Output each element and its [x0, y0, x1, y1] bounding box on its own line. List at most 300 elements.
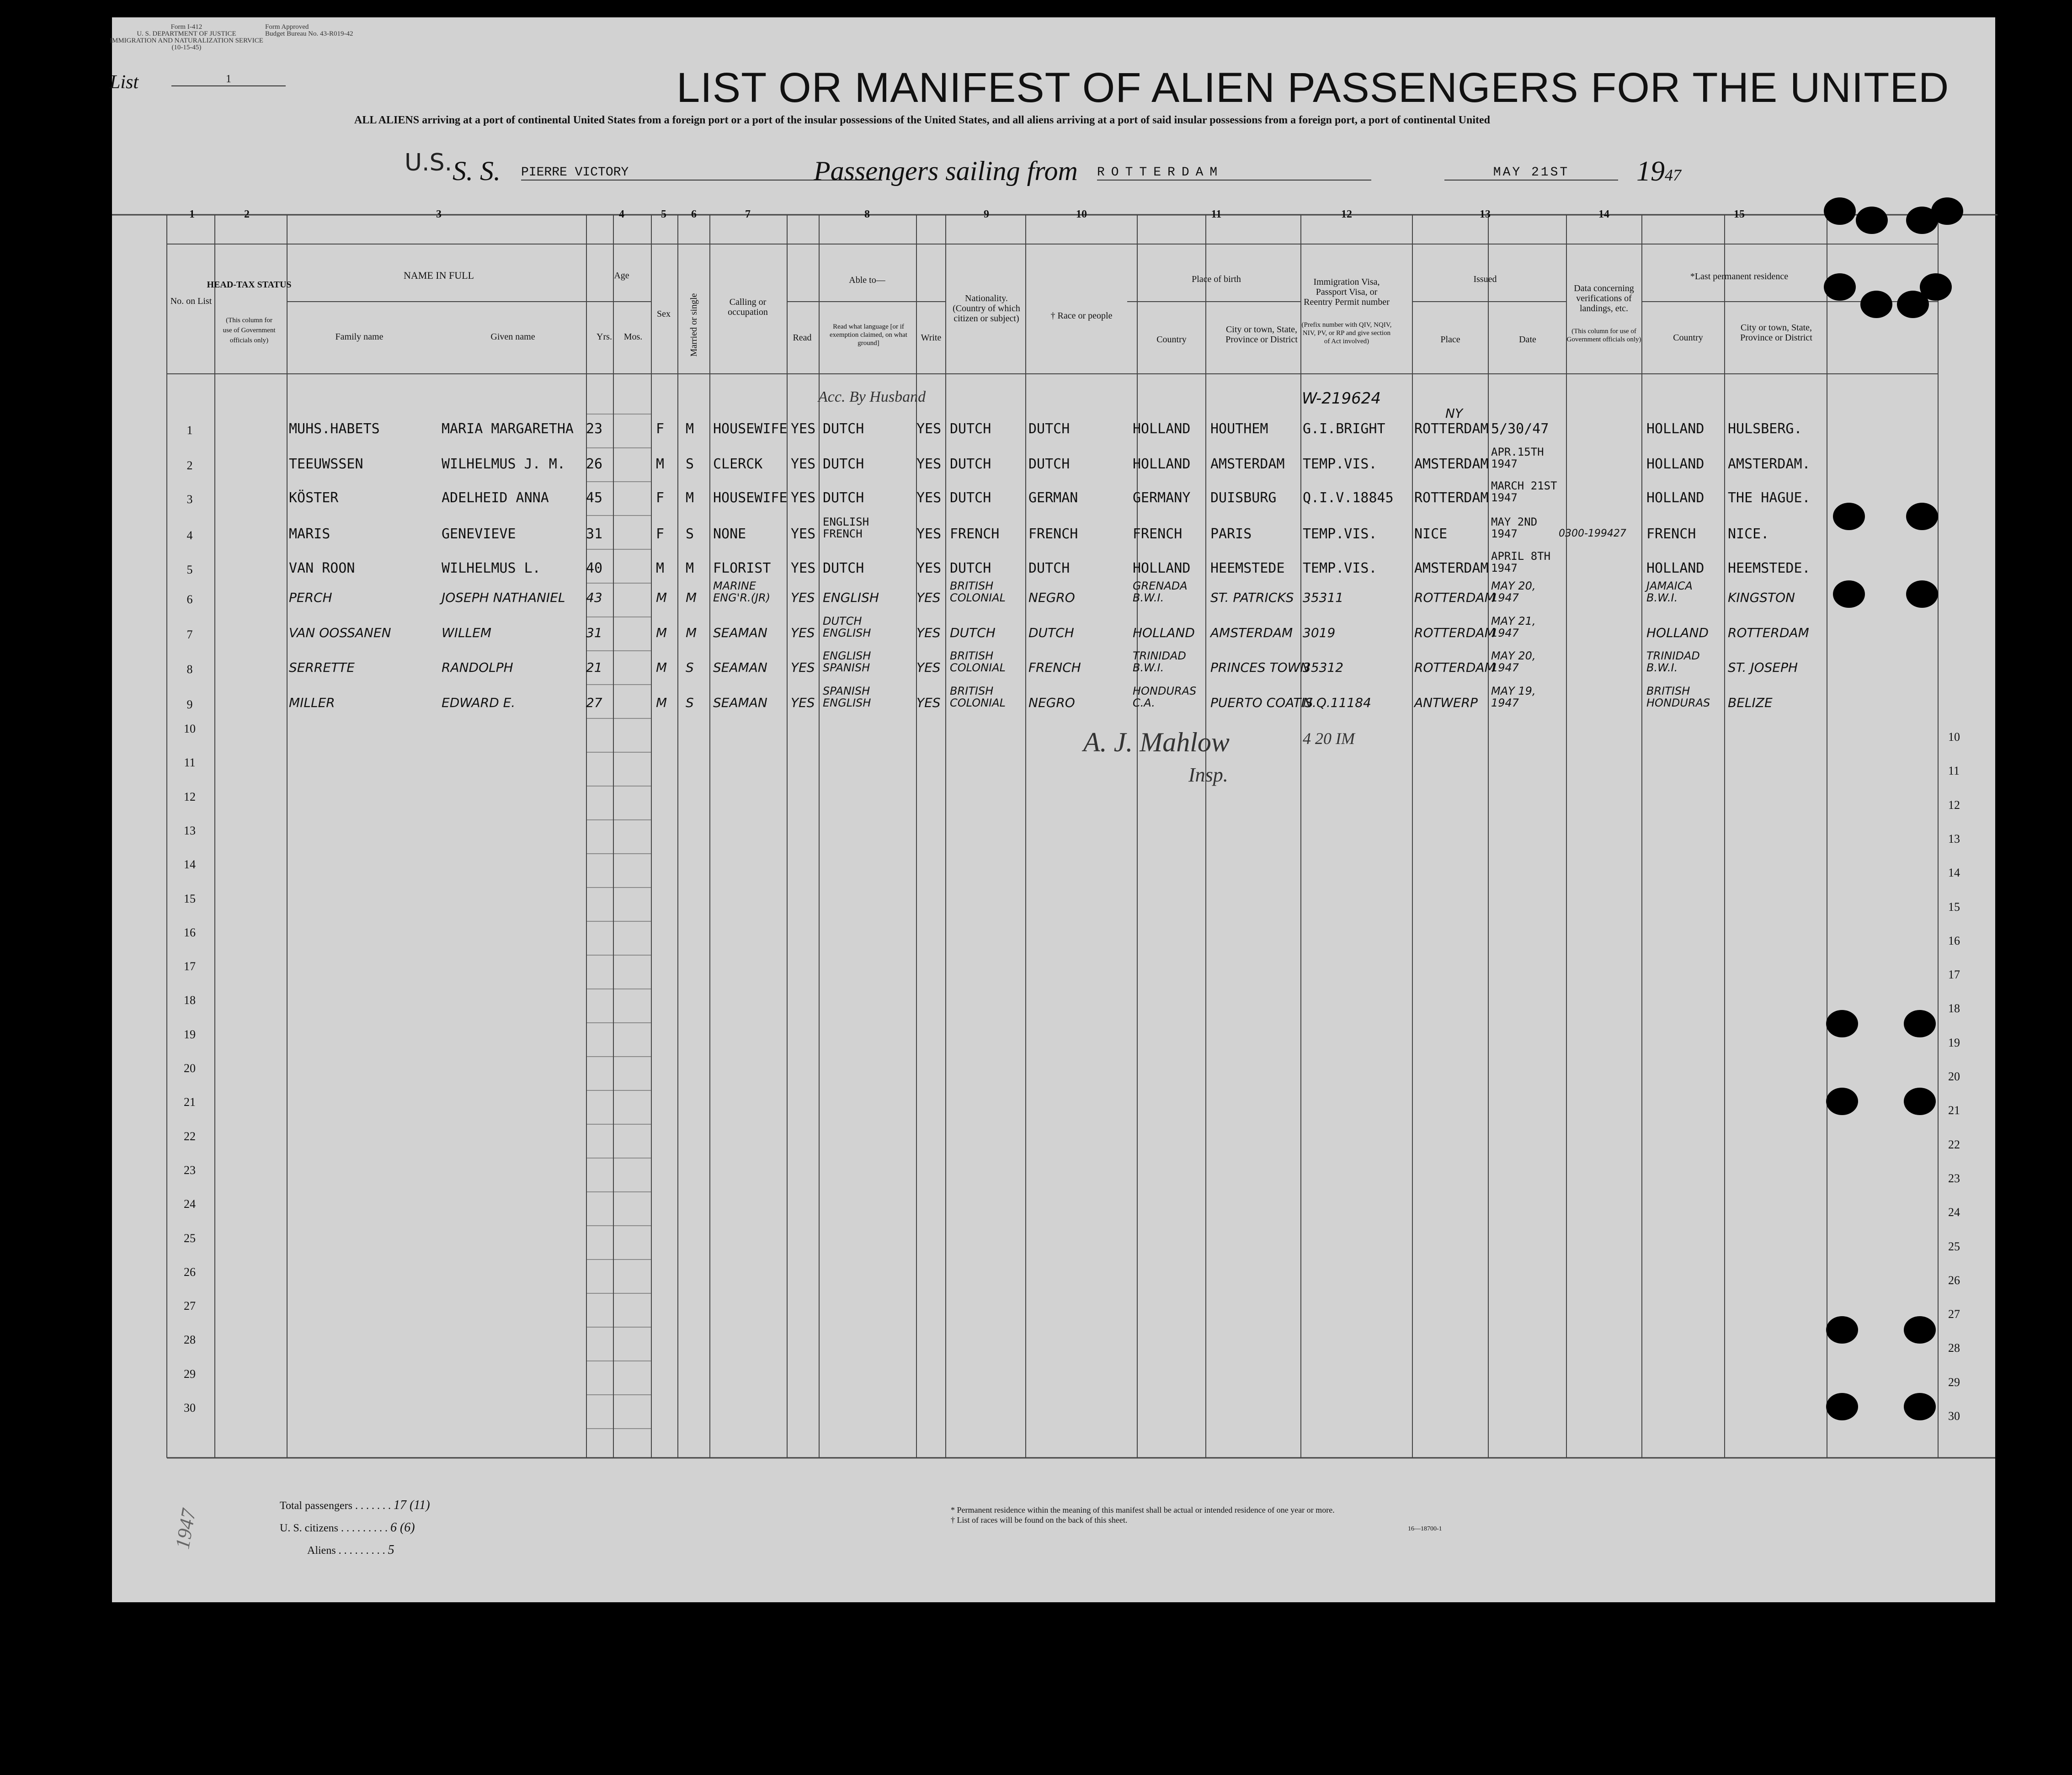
- row-birth-city: PUERTO COATIS: [1210, 695, 1313, 710]
- row-write: YES: [916, 456, 942, 472]
- row-number-right: 19: [1948, 1036, 1960, 1049]
- row-read: YES: [791, 590, 815, 605]
- header-read: Read: [793, 333, 812, 343]
- row-given: EDWARD E.: [442, 695, 516, 710]
- aliens: Aliens . . . . . . . . . 5: [307, 1543, 394, 1557]
- header-issued: Issued: [1473, 274, 1497, 284]
- row-given: GENEVIEVE: [442, 526, 516, 542]
- row-race: GERMAN: [1028, 490, 1078, 506]
- header-last-residence: *Last permanent residence: [1690, 271, 1789, 282]
- header-yrs: Yrs.: [597, 332, 612, 342]
- row-birth-city: AMSTERDAM: [1210, 625, 1293, 640]
- row-birth-country: FRENCH: [1133, 526, 1182, 542]
- row-family: TEEUWSSEN: [289, 456, 363, 472]
- row-res-country: TRINIDAD B.W.I.: [1646, 649, 1700, 674]
- row-visa: N.Q.11184: [1303, 695, 1371, 710]
- header-married: Married or single: [689, 293, 699, 357]
- row-language: ENGLISH: [823, 590, 879, 605]
- row-age: 23: [586, 421, 603, 437]
- row-number: 2: [186, 459, 193, 472]
- footnote: † List of races will be found on the back of this sheet.: [951, 1515, 1128, 1525]
- row-res-country: FRENCH: [1646, 526, 1696, 542]
- approval-block: [265, 24, 353, 37]
- row-birth-country: HOLLAND: [1133, 456, 1191, 472]
- column-number: 3: [436, 208, 442, 220]
- row-married: M: [686, 560, 694, 576]
- row-number: 19: [184, 1027, 196, 1041]
- row-number-right: 26: [1948, 1273, 1960, 1287]
- row-res-country: HOLLAND: [1646, 421, 1704, 437]
- row-read: YES: [791, 421, 816, 437]
- column-number: 10: [1076, 208, 1087, 220]
- row-occupation: FLORIST: [713, 560, 771, 576]
- header-visa-note: (Prefix number with QIV, NQIV, NIV, PV, or RP and give section of Act involved): [1301, 321, 1392, 345]
- row-race: DUTCH: [1028, 421, 1070, 437]
- punch-hole: [1826, 1010, 1858, 1037]
- header-race: † Race or people: [1050, 311, 1113, 321]
- row-read: YES: [791, 560, 816, 576]
- row-issued-date: APRIL 8TH 1947: [1491, 550, 1551, 574]
- total-passengers-value: 17 (11): [393, 1498, 430, 1512]
- year-prefix: 19: [1636, 156, 1665, 187]
- row-number: 16: [184, 925, 196, 939]
- row-nationality: DUTCH: [950, 490, 991, 506]
- row-read: YES: [791, 695, 815, 710]
- row-married: S: [686, 695, 694, 710]
- annotation-visa-w: W-219624: [1302, 389, 1381, 408]
- header-write: Write: [921, 333, 942, 343]
- row-age: 43: [586, 590, 602, 605]
- row-number-right: 30: [1948, 1409, 1960, 1423]
- row-visa: TEMP.VIS.: [1303, 456, 1377, 472]
- row-married: S: [686, 456, 694, 472]
- header-verifications-note: (This column for use of Government officials only): [1566, 328, 1641, 343]
- row-number: 26: [184, 1265, 196, 1279]
- row-family: VAN ROON: [289, 560, 355, 576]
- row-number-right: 24: [1948, 1206, 1960, 1219]
- row-number-right: 22: [1948, 1137, 1960, 1151]
- row-family: KÖSTER: [289, 490, 339, 506]
- column-number: 5: [661, 208, 666, 220]
- row-number: 13: [184, 824, 196, 837]
- row-occupation: NONE: [713, 526, 746, 542]
- punch-hole: [1826, 1088, 1858, 1115]
- row-number-right: 11: [1948, 764, 1960, 778]
- row-res-country: HOLLAND: [1646, 456, 1704, 472]
- row-age: 31: [586, 625, 602, 640]
- row-sex: F: [656, 526, 665, 542]
- row-birth-city: HOUTHEM: [1210, 421, 1268, 437]
- row-sex: M: [656, 625, 667, 640]
- row-language: SPANISH ENGLISH: [823, 685, 871, 709]
- inspector-signature: A. J. Mahlow: [1083, 727, 1230, 757]
- column-number: 4: [619, 208, 624, 220]
- sailing-label: Passengers sailing from: [814, 156, 1078, 186]
- row-number: 6: [186, 593, 193, 606]
- row-res-country: HOLLAND: [1646, 560, 1704, 576]
- form-line: U. S. DEPARTMENT OF JUSTICE: [137, 30, 236, 37]
- row-age: 26: [586, 456, 603, 472]
- us-citizens-value: 6 (6): [390, 1520, 415, 1535]
- row-number: 1: [186, 424, 193, 437]
- header-birth-country: Country: [1156, 335, 1187, 345]
- form-line: Form I-412: [170, 23, 202, 31]
- row-visa: G.I.BRIGHT: [1303, 421, 1385, 437]
- header-head-tax-note: (This column for use of Government officials only): [223, 317, 276, 344]
- row-sex: M: [656, 456, 665, 472]
- departure-year: [1636, 155, 1681, 188]
- page-subtitle: ALL ALIENS arriving at a port of continental United States from a foreign port or a port of the insular possessions of the United States, and all aliens arriving at a port of said insular possessions from a foreign port, a port of continental United: [354, 114, 1490, 126]
- row-number: 10: [184, 722, 196, 735]
- row-read: YES: [791, 490, 816, 506]
- us-citizens: U. S. citizens . . . . . . . . . 6 (6): [280, 1520, 415, 1535]
- row-married: S: [686, 526, 694, 542]
- row-sex: F: [656, 490, 665, 506]
- row-language: DUTCH: [823, 560, 864, 576]
- vessel-prefix: U.S.: [405, 149, 453, 176]
- row-write: YES: [916, 695, 941, 710]
- year-suffix: 47: [1665, 166, 1681, 184]
- row-res-city: AMSTERDAM.: [1728, 456, 1811, 472]
- approval-line: Budget Bureau No. 43-R019-42: [265, 30, 353, 37]
- row-number-right: 15: [1948, 900, 1960, 914]
- column-number: 12: [1341, 208, 1352, 220]
- list-number: 1: [171, 73, 286, 86]
- row-res-city: ST. JOSEPH: [1728, 660, 1798, 675]
- row-number: 21: [184, 1095, 196, 1109]
- row-number: 15: [184, 892, 196, 905]
- row-number: 24: [184, 1197, 196, 1211]
- row-family: MUHS.HABETS: [289, 421, 380, 437]
- row-occupation: MARINE ENG'R.(JR): [713, 579, 771, 604]
- row-number-right: 12: [1948, 798, 1960, 812]
- punch-hole: [1833, 580, 1865, 608]
- row-language: DUTCH: [823, 421, 864, 437]
- row-birth-country: HOLLAND: [1133, 421, 1191, 437]
- row-res-city: KINGSTON: [1728, 590, 1795, 605]
- page-title: LIST OR MANIFEST OF ALIEN PASSENGERS FOR THE UNITED: [676, 64, 1949, 111]
- row-res-city: ROTTERDAM: [1728, 625, 1809, 640]
- row-number-right: 16: [1948, 934, 1960, 947]
- row-language: ENGLISH FRENCH: [823, 515, 869, 540]
- row-sex: M: [656, 590, 667, 605]
- row-race: FRENCH: [1028, 526, 1078, 542]
- header-calling: Calling or occupation: [728, 297, 768, 317]
- row-age: 40: [586, 560, 603, 576]
- row-visa: Q.I.V.18845: [1303, 490, 1394, 506]
- row-number: 22: [184, 1129, 196, 1143]
- row-write: YES: [916, 660, 941, 675]
- header-place-of-birth: Place of birth: [1192, 274, 1241, 284]
- row-given: WILHELMUS J. M.: [442, 456, 565, 472]
- row-write: YES: [916, 590, 941, 605]
- header-given-name: Given name: [490, 332, 535, 342]
- header-family-name: Family name: [335, 332, 384, 342]
- row-birth-city: ST. PATRICKS: [1210, 590, 1294, 605]
- row-number-right: 23: [1948, 1171, 1960, 1185]
- row-issued-date: MAY 20, 1947: [1491, 579, 1536, 604]
- row-number: 14: [184, 858, 196, 872]
- row-nationality: DUTCH: [950, 421, 991, 437]
- row-res-city: BELIZE: [1728, 695, 1773, 710]
- header-able-to: Able to—: [849, 275, 885, 285]
- column-number: 8: [864, 208, 870, 220]
- row-number: 8: [186, 663, 193, 676]
- departure-date: MAY 21ST: [1444, 165, 1618, 181]
- row-birth-country: HONDURAS C.A.: [1133, 685, 1197, 709]
- row-number: 17: [184, 960, 196, 973]
- row-number-right: 28: [1948, 1341, 1960, 1355]
- footnotes: [951, 1505, 1335, 1525]
- row-occupation: SEAMAN: [713, 660, 767, 675]
- row-number-right: 17: [1948, 968, 1960, 982]
- row-number: 4: [186, 529, 193, 542]
- row-nationality: DUTCH: [950, 560, 991, 576]
- row-number: 29: [184, 1367, 196, 1381]
- header-name-in-full: NAME IN FULL: [404, 270, 474, 281]
- header-age: Age: [614, 271, 629, 281]
- approval-line: Form Approved: [265, 23, 309, 31]
- punch-hole: [1904, 1393, 1936, 1420]
- row-issued-place: ROTTERDAM: [1414, 660, 1496, 675]
- row-res-city: HULSBERG.: [1728, 421, 1802, 437]
- row-language: DUTCH: [823, 490, 864, 506]
- punch-hole: [1860, 291, 1892, 318]
- row-married: M: [686, 625, 697, 640]
- departure-port: ROTTERDAM: [1097, 165, 1371, 181]
- row-number-right: 25: [1948, 1239, 1960, 1253]
- us-citizens-label: U. S. citizens: [280, 1522, 338, 1534]
- row-age: 21: [586, 660, 602, 675]
- column-number: 7: [745, 208, 751, 220]
- row-visa: TEMP.VIS.: [1303, 526, 1377, 542]
- row-birth-city: PARIS: [1210, 526, 1252, 542]
- row-sex: M: [656, 660, 667, 675]
- header-issued-date: Date: [1519, 335, 1536, 345]
- punch-hole: [1904, 1088, 1936, 1115]
- row-number: 7: [186, 628, 193, 641]
- row-visa: 3019: [1303, 625, 1336, 640]
- list-label: List: [110, 72, 139, 93]
- footnote: * Permanent residence within the meaning of this manifest shall be actual or intended residence of one year or more.: [951, 1505, 1335, 1515]
- row-number: 27: [184, 1299, 196, 1313]
- row-married: M: [686, 490, 694, 506]
- punch-hole: [1920, 273, 1952, 301]
- row-race: DUTCH: [1028, 560, 1070, 576]
- row-number-right: 13: [1948, 832, 1960, 845]
- row-write: YES: [916, 421, 942, 437]
- row-number-right: 27: [1948, 1307, 1960, 1321]
- form-number-block: [110, 24, 263, 51]
- row-sex: M: [656, 695, 667, 710]
- punch-hole: [1856, 207, 1888, 234]
- row-age: 31: [586, 526, 603, 542]
- annotation-verif-4: 0300-199427: [1559, 528, 1626, 539]
- punch-hole: [1904, 1010, 1936, 1037]
- row-write: YES: [916, 625, 941, 640]
- header-read-what: Read what language [or if exemption claimed, on what ground]: [830, 323, 907, 347]
- row-visa: TEMP.VIS.: [1303, 560, 1377, 576]
- row-issued-place: ANTWERP: [1414, 695, 1478, 710]
- row-birth-country: GERMANY: [1133, 490, 1191, 506]
- row-married: M: [686, 421, 694, 437]
- column-number: 1: [189, 208, 195, 220]
- row-read: YES: [791, 625, 815, 640]
- header-no-on-list: No. on List: [170, 296, 212, 306]
- row-race: FRENCH: [1028, 660, 1081, 675]
- row-number: 5: [186, 563, 193, 576]
- punch-hole: [1833, 503, 1865, 530]
- row-number: 12: [184, 790, 196, 803]
- totals-block: [280, 1494, 430, 1562]
- row-nationality: BRITISH COLONIAL: [950, 579, 1006, 604]
- punch-hole: [1826, 1316, 1858, 1344]
- row-write: YES: [916, 560, 942, 576]
- row-birth-city: AMSTERDAM: [1210, 456, 1285, 472]
- row-number: 20: [184, 1062, 196, 1075]
- column-number: 13: [1480, 208, 1491, 220]
- row-number: 11: [184, 756, 196, 770]
- punch-hole: [1824, 273, 1856, 301]
- row-birth-country: HOLLAND: [1133, 560, 1191, 576]
- punch-hole: [1904, 1316, 1936, 1344]
- row-number-right: 29: [1948, 1375, 1960, 1389]
- row-number: 25: [184, 1231, 196, 1245]
- aliens-value: 5: [388, 1543, 394, 1557]
- row-issued-date: 5/30/47: [1491, 421, 1549, 437]
- row-issued-place: ROTTERDAM: [1414, 421, 1489, 437]
- row-issued-date: MAY 20, 1947: [1491, 649, 1536, 674]
- row-given: WILLEM: [442, 625, 491, 640]
- row-race: NEGRO: [1028, 695, 1075, 710]
- row-married: S: [686, 660, 694, 675]
- row-number: 3: [186, 493, 193, 506]
- row-family: SERRETTE: [289, 660, 355, 675]
- header-visa: Immigration Visa, Passport Visa, or Reentry Permit number: [1304, 277, 1390, 307]
- row-sex: F: [656, 421, 665, 437]
- row-issued-date: MAY 19, 1947: [1491, 685, 1536, 709]
- header-mos: Mos.: [623, 332, 643, 342]
- row-language: DUTCH: [823, 456, 864, 472]
- row-issued-place: ROTTERDAM: [1414, 490, 1489, 506]
- row-res-country: HOLLAND: [1646, 625, 1709, 640]
- row-read: YES: [791, 660, 815, 675]
- row-given: ADELHEID ANNA: [442, 490, 549, 506]
- header-res-city: City or town, State, Province or District: [1740, 323, 1812, 343]
- row-visa: 35312: [1303, 660, 1344, 675]
- row-nationality: FRENCH: [950, 526, 1000, 542]
- row-given: MARIA MARGARETHA: [442, 421, 574, 437]
- row-number: 23: [184, 1163, 196, 1177]
- row-nationality: BRITISH COLONIAL: [950, 685, 1006, 709]
- row-family: PERCH: [289, 590, 332, 605]
- annotation-accompanied: Acc. By Husband: [818, 388, 926, 405]
- row-number-right: 10: [1948, 730, 1960, 744]
- punch-hole: [1906, 580, 1938, 608]
- row-number: 18: [184, 994, 196, 1007]
- row-occupation: SEAMAN: [713, 625, 767, 640]
- row-race: DUTCH: [1028, 625, 1074, 640]
- row-visa: 35311: [1303, 590, 1344, 605]
- row-birth-city: HEEMSTEDE: [1210, 560, 1285, 576]
- footer-form-number: 16—18700-1: [1408, 1525, 1442, 1532]
- row-given: WILHELMUS L.: [442, 560, 541, 576]
- row-issued-place: AMSTERDAM: [1414, 456, 1489, 472]
- aliens-label: Aliens: [307, 1545, 336, 1557]
- punch-hole: [1824, 197, 1856, 225]
- row-birth-city: PRINCES TOWN: [1210, 660, 1310, 675]
- row-race: DUTCH: [1028, 456, 1070, 472]
- row-issued-date: APR.15TH 1947: [1491, 446, 1544, 470]
- ship-name: PIERRE VICTORY: [521, 165, 882, 181]
- row-number-right: 20: [1948, 1070, 1960, 1083]
- row-issued-date: MAY 21, 1947: [1491, 615, 1536, 639]
- column-number: 6: [691, 208, 697, 220]
- vessel-label: S. S.: [453, 156, 501, 186]
- row-occupation: HOUSEWIFE: [713, 421, 788, 437]
- column-number: 11: [1211, 208, 1222, 220]
- row-number: 28: [184, 1333, 196, 1347]
- row-read: YES: [791, 526, 816, 542]
- header-verifications: Data concerning verifications of landings, etc.: [1574, 283, 1634, 314]
- row-issued-place: NICE: [1414, 526, 1448, 542]
- row-number-right: 14: [1948, 866, 1960, 880]
- row-number: 9: [186, 698, 193, 711]
- inspector-mark: 4 20 IM: [1303, 729, 1355, 748]
- punch-hole: [1826, 1393, 1858, 1420]
- row-res-country: HOLLAND: [1646, 490, 1704, 506]
- row-res-country: JAMAICA B.W.I.: [1646, 579, 1693, 604]
- punch-hole: [1906, 503, 1938, 530]
- row-family: MILLER: [289, 695, 335, 710]
- row-birth-country: HOLLAND: [1133, 625, 1195, 640]
- row-nationality: DUTCH: [950, 456, 991, 472]
- row-married: M: [686, 590, 697, 605]
- row-issued-date: MAY 2ND 1947: [1491, 515, 1538, 540]
- row-res-city: THE HAGUE.: [1728, 490, 1811, 506]
- row-age: 45: [586, 490, 603, 506]
- inspector-title: Insp.: [1188, 764, 1228, 786]
- margin-note: 1947: [171, 1507, 200, 1551]
- header-head-tax: HEAD-TAX STATUS: [207, 280, 292, 290]
- row-family: VAN OOSSANEN: [289, 625, 391, 640]
- row-occupation: SEAMAN: [713, 695, 767, 710]
- row-given: JOSEPH NATHANIEL: [442, 590, 565, 605]
- row-birth-country: GRENADA B.W.I.: [1133, 579, 1188, 604]
- row-birth-country: TRINIDAD B.W.I.: [1133, 649, 1186, 674]
- row-read: YES: [791, 456, 816, 472]
- row-nationality: BRITISH COLONIAL: [950, 649, 1006, 674]
- row-issued-place: AMSTERDAM: [1414, 560, 1489, 576]
- total-passengers-label: Total passengers: [280, 1500, 352, 1512]
- row-issued-place: ROTTERDAM: [1414, 625, 1496, 640]
- column-number: 15: [1734, 208, 1745, 220]
- row-number-right: 21: [1948, 1104, 1960, 1117]
- column-number: 14: [1598, 208, 1609, 220]
- column-number: 2: [244, 208, 250, 220]
- row-language: DUTCH ENGLISH: [823, 615, 871, 639]
- row-nationality: DUTCH: [950, 625, 996, 640]
- form-line: (10-15-45): [171, 44, 202, 51]
- row-occupation: CLERCK: [713, 456, 763, 472]
- row-res-city: HEEMSTEDE.: [1728, 560, 1811, 576]
- row-sex: M: [656, 560, 665, 576]
- row-language: ENGLISH SPANISH: [823, 649, 871, 674]
- row-issued-place: ROTTERDAM: [1414, 590, 1496, 605]
- row-write: YES: [916, 490, 942, 506]
- row-age: 27: [586, 695, 602, 710]
- row-res-city: NICE.: [1728, 526, 1769, 542]
